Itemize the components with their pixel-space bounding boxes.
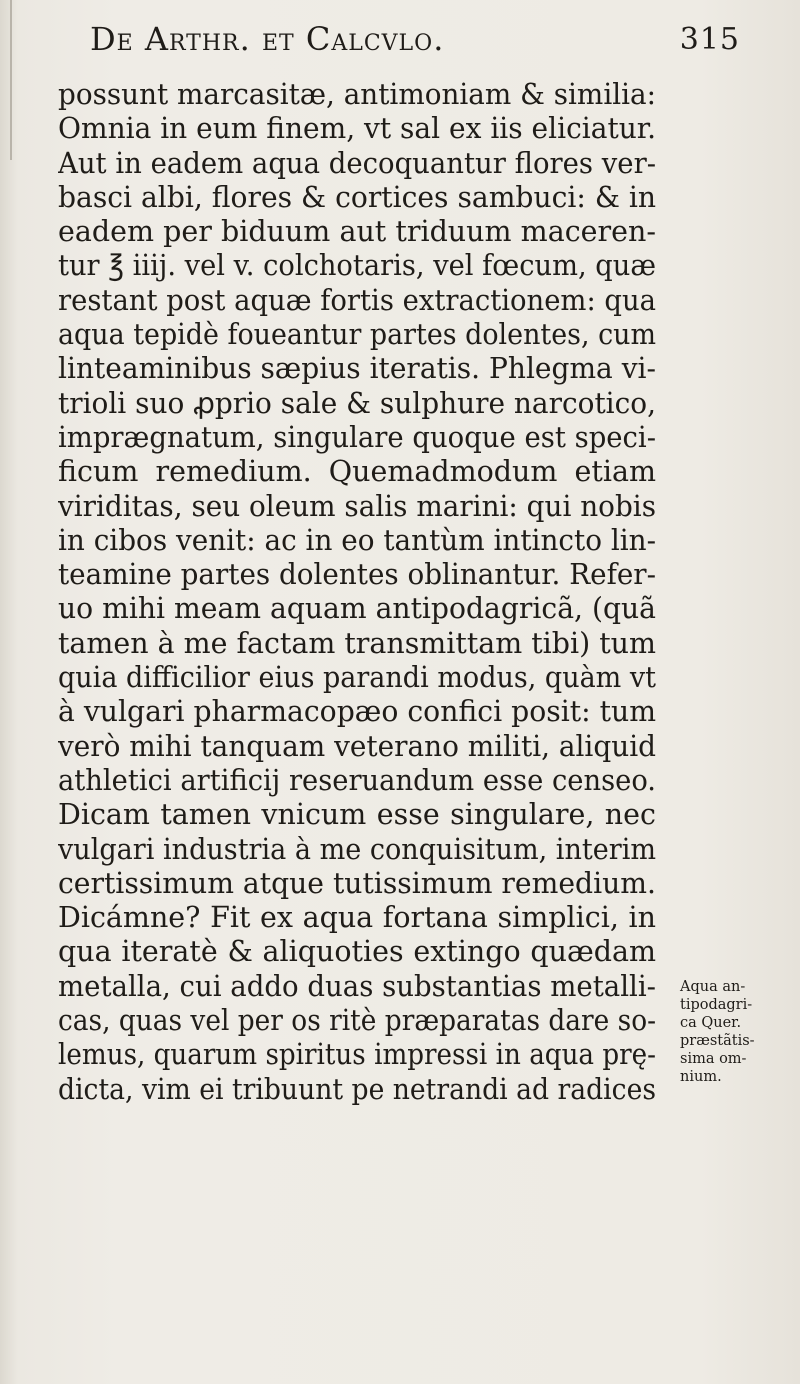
text-line: restant post aquæ fortis extractionem: qua <box>58 283 656 317</box>
text-line: cas, quas vel per os ritè præparatas dare so- <box>58 1004 656 1038</box>
marginal-note-line: sima om- <box>680 1051 747 1067</box>
text-line: metalla, cui addo duas substantias metalli- <box>58 969 656 1003</box>
text-line: à vulgari pharmacopæo confici posit: tum <box>58 695 656 729</box>
text-line: linteaminibus sæpius iteratis. Phlegma vi- <box>58 352 656 386</box>
marginal-note <box>680 978 788 1086</box>
page-edge-shadow <box>10 0 12 160</box>
text-line: tamen à me factam transmittam tibi) tum <box>58 626 656 660</box>
body-text <box>58 78 656 1107</box>
text-line: trioli suo ꝓprio sale & sulphure narcotico, <box>58 386 656 420</box>
text-line: possunt marcasitæ, antimoniam & similia: <box>58 78 656 111</box>
text-line: Omnia in eum finem, vt sal ex iis eliciatur. <box>58 112 656 146</box>
text-line: Dicam tamen vnicum esse singulare, nec <box>58 798 656 832</box>
text-line: vulgari industria à me conquisitum, interim <box>58 832 656 866</box>
page-number: 315 <box>679 22 740 57</box>
text-line: quia difficilior eius parandi modus, quàm vt <box>58 661 656 695</box>
text-line: dicta, vim ei tribuunt pe netrandi ad radices <box>58 1072 656 1106</box>
text-line: uo mihi meam aquam antipodagricã, (quã <box>58 592 656 626</box>
text-line: tur ℥ iiij. vel v. colchotaris, vel fœcum, quæ <box>58 249 656 283</box>
text-line: qua iteratè & aliquoties extingo quædam <box>58 935 656 969</box>
marginal-note-line: tipodagri- <box>680 997 753 1013</box>
text-line: teamine partes dolentes oblinantur. Refer- <box>58 558 656 592</box>
text-line: lemus, quarum spiritus impressi in aqua prę- <box>58 1038 656 1072</box>
page-header <box>90 20 740 70</box>
text-line: certissimum atque tutissimum remedium. <box>58 866 656 900</box>
marginal-note-line: Aqua an- <box>680 979 746 995</box>
text-line: verò mihi tanquam veterano militi, aliquid <box>58 729 656 763</box>
text-line: athletici artificij reseruandum esse censeo. <box>58 763 656 797</box>
text-line: viriditas, seu oleum salis marini: qui nobis <box>58 489 656 523</box>
text-line: ficum remedium. Quemadmodum etiam <box>58 455 656 489</box>
text-line: Aut in eadem aqua decoquantur flores ver- <box>58 146 656 180</box>
text-line: in cibos venit: ac in eo tantùm intincto lin- <box>58 523 656 557</box>
marginal-note-line: nium. <box>680 1069 722 1085</box>
running-head: De Arthr. et Calcvlo. <box>90 20 445 58</box>
text-line: imprægnatum, singulare quoque est speci- <box>58 420 656 454</box>
text-line: eadem per biduum aut triduum maceren- <box>58 215 656 249</box>
text-line: Dicámne? Fit ex aqua fortana simplici, in <box>58 901 656 935</box>
marginal-note-line: ca Quer. <box>680 1015 742 1031</box>
text-line: basci albi, flores & cortices sambuci: & in <box>58 180 656 214</box>
text-line: aqua tepidè foueantur partes dolentes, cum <box>58 318 656 352</box>
marginal-note-line: præstãtis- <box>680 1033 755 1049</box>
